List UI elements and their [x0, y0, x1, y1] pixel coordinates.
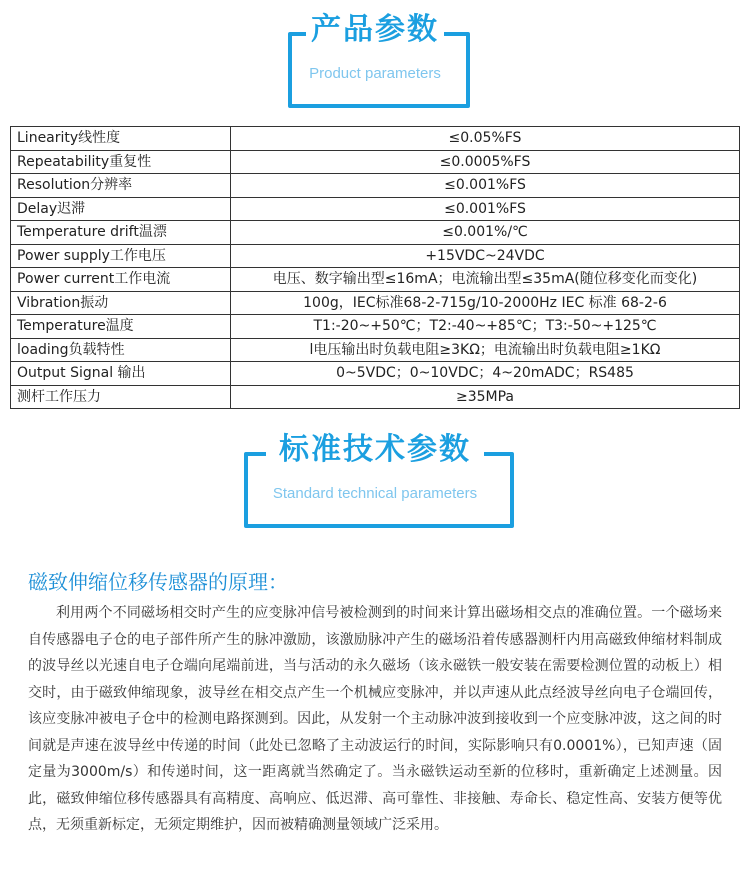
param-name: 测杆工作压力: [11, 385, 231, 409]
param-value: l电压输出时负载电阻≥3KΩ；电流输出时负载电阻≥1KΩ: [231, 338, 740, 362]
param-name: Delay迟滞: [11, 197, 231, 221]
params-table: [10, 126, 740, 409]
param-name: Repeatability重复性: [11, 150, 231, 174]
param-value: ≤0.0005%FS: [231, 150, 740, 174]
standard-params-heading: [0, 428, 750, 528]
param-value: T1:-20~+50℃；T2:-40~+85℃；T3:-50~+125℃: [231, 315, 740, 339]
heading-title: 产品参数: [311, 12, 439, 47]
table-row: [11, 150, 740, 174]
param-name: Vibration振动: [11, 291, 231, 315]
param-value: ≤0.001%/℃: [231, 221, 740, 245]
table-row: [11, 338, 740, 362]
table-row: [11, 362, 740, 386]
param-value: ≥35MPa: [231, 385, 740, 409]
param-value: ≤0.05%FS: [231, 127, 740, 151]
param-name: Linearity线性度: [11, 127, 231, 151]
table-row: [11, 221, 740, 245]
param-value: 电压、数字输出型≤16mA；电流输出型≤35mA(随位移变化而变化): [231, 268, 740, 292]
param-name: Power current工作电流: [11, 268, 231, 292]
heading-subtitle: Product parameters: [309, 65, 441, 82]
param-value: +15VDC~24VDC: [231, 244, 740, 268]
table-row: [11, 385, 740, 409]
heading-title: 标准技术参数: [279, 432, 471, 467]
principle-paragraph: 利用两个不同磁场相交时产生的应变脉冲信号被检测到的时间来计算出磁场相交点的准确位置。一个磁场来自传感器电子仓的电子部件所产生的脉冲激励，该激励脉冲产生的磁场沿着传感器测杆内用高磁致伸缩材料制成的波导丝以光速自电子仓端向尾端前进，当与活动的永久磁场（该永磁铁一般安装在需要检测位置的动板上）相交时，由于磁致伸缩现象，波导丝在相交点产生一个机械应变脉冲，并以声速从此点经波导丝向电子仓端回传，该应变脉冲被电子仓中的检测电路探测到。因此，从发射一个主动脉冲波到接收到一个应变脉冲波，这之间的时间就是声速在波导丝中传递的时间（此处已忽略了主动波运行的时间，实际影响只有0.0001%），已知声速（固定量为3000m/s）和传递时间，这一距离就当然确定了。当永磁铁运动至新的位移时，重新确定上述测量。因此，磁致伸缩位移传感器具有高精度、高响应、低迟滞、高可靠性、非接触、寿命长、稳定性高、安装方便等优点，无须重新标定，无须定期维护，因而被精确测量领域广泛采用。: [28, 605, 722, 833]
param-name: Output Signal 输出: [11, 362, 231, 386]
param-name: Resolution分辨率: [11, 174, 231, 198]
table-row: [11, 174, 740, 198]
param-value: ≤0.001%FS: [231, 197, 740, 221]
param-name: Temperature温度: [11, 315, 231, 339]
table-row: [11, 291, 740, 315]
principle-title: 磁致伸缩位移传感器的原理：: [28, 570, 288, 594]
param-name: loading负载特性: [11, 338, 231, 362]
table-row: [11, 268, 740, 292]
heading-subtitle: Standard technical parameters: [272, 485, 478, 502]
param-name: Temperature drift温漂: [11, 221, 231, 245]
param-name: Power supply工作电压: [11, 244, 231, 268]
product-params-heading: [0, 8, 750, 108]
table-row: [11, 197, 740, 221]
table-row: [11, 315, 740, 339]
table-row: [11, 127, 740, 151]
table-row: [11, 244, 740, 268]
param-value: 0~5VDC；0~10VDC；4~20mADC；RS485: [231, 362, 740, 386]
param-value: 100g，IEC标准68-2-715g/10-2000Hz IEC 标准 68-2-6: [231, 291, 740, 315]
param-value: ≤0.001%FS: [231, 174, 740, 198]
